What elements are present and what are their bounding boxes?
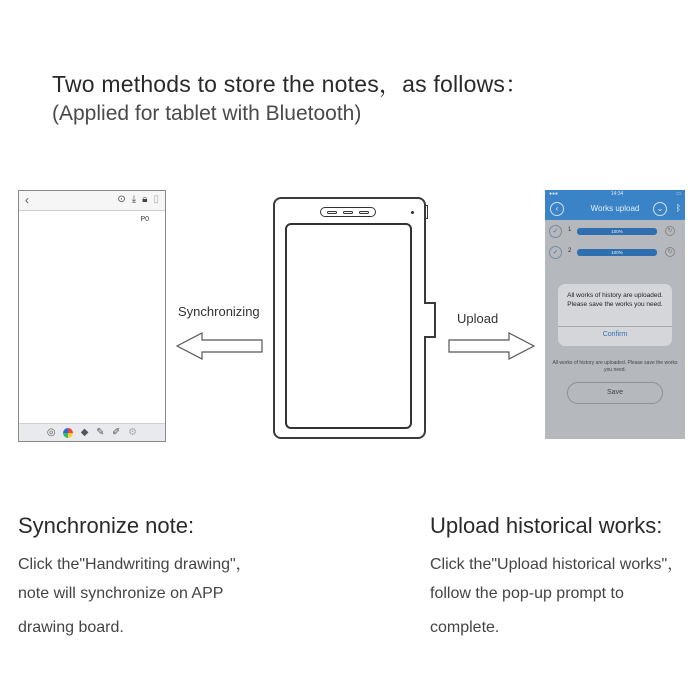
page-indicator: P0 [140,216,149,223]
pen-icon[interactable]: ✎ [96,427,105,438]
works-upload-header [545,198,685,220]
delete-icon[interactable]: ▯ [153,194,159,205]
undo-icon[interactable]: ◎ [46,427,56,438]
progress-bar: 100% [577,249,657,256]
color-picker-icon[interactable] [63,428,73,438]
progress-bar: 100% [577,228,657,235]
back-icon[interactable]: ‹ [25,193,29,207]
upload-section-title: Upload historical works: [430,513,663,538]
sync-line-3: drawing board. [18,619,124,636]
top-bar-icons [117,194,159,205]
bluetooth-icon: ᛒ [675,203,681,213]
synchronizing-label: Synchronizing [178,304,260,319]
save-button[interactable]: Save [567,382,663,404]
refresh-icon[interactable]: ↻ [665,247,675,257]
upload-line-2: follow the pop-up prompt to [430,585,624,602]
sync-line-1: Click the"Handwriting drawing"， [18,556,252,573]
marker-icon[interactable]: ✐ [112,427,121,438]
work-number: 1 [568,227,572,233]
dialog-divider [558,326,672,327]
play-icon[interactable]: ⊙ [117,194,126,205]
work-number: 2 [568,248,572,254]
drawing-toolbar [19,423,165,441]
upload-line-3: complete. [430,619,500,636]
page-title: Two methods to store the notes，as follows： [52,71,529,97]
tablet-writing-area [285,223,412,429]
works-upload-screen [545,190,685,439]
refresh-icon[interactable]: ↻ [665,226,675,236]
tablet-buttons [320,207,376,217]
app-top-bar [19,191,165,211]
indicator-light-icon [411,211,414,214]
arrow-right-icon [447,332,535,360]
tablet-side-connector [424,302,436,338]
upload-note: All works of history are uploaded. Please save the works you need. [552,360,678,373]
sync-section-title: Synchronize note: [18,513,195,538]
list-item [545,222,685,242]
list-item [545,243,685,263]
check-icon[interactable]: ✓ [549,246,562,259]
sync-line-2: note will synchronize on APP [18,585,224,602]
download-icon[interactable]: ⌄ [653,202,667,216]
back-icon[interactable]: ‹ [550,202,564,216]
download-icon[interactable]: ⤓ [131,194,137,205]
arrow-left-icon [176,332,264,360]
settings-icon[interactable]: ⚙ [128,427,138,438]
drawing-app-screen [18,190,166,442]
page-subtitle: (Applied for tablet with Bluetooth) [52,102,362,125]
confirm-button[interactable]: Confirm [602,331,628,338]
status-bar: ●●● 14:34 ▭ [545,190,685,198]
writing-tablet [273,197,426,439]
works-upload-title: Works upload [590,204,640,213]
upload-line-1: Click the"Upload historical works"， [430,556,684,573]
upload-label: Upload [457,311,499,326]
eraser-icon[interactable]: ◆ [80,427,89,438]
upload-complete-dialog [558,284,672,346]
lock-icon[interactable]: 🔒︎ [142,194,148,205]
dialog-message: All works of history are uploaded. Please save the works you need. [567,292,663,308]
tablet-side-switch [424,205,428,219]
check-icon[interactable]: ✓ [549,225,562,238]
